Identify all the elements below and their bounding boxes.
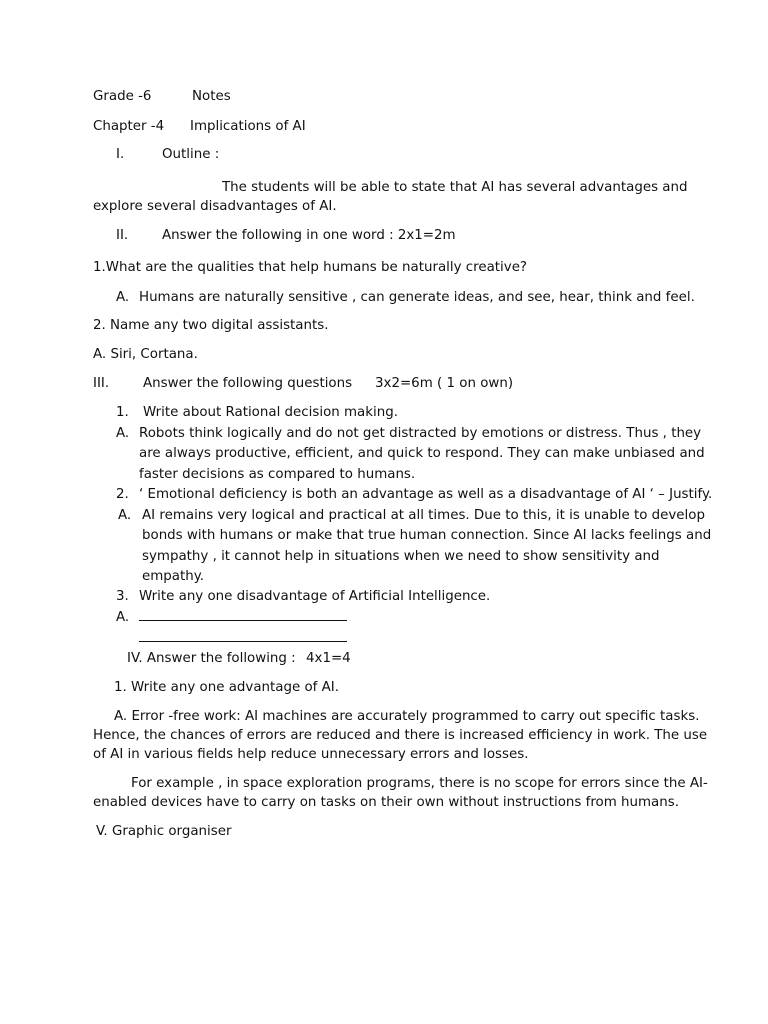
grade-label: Grade -6 xyxy=(93,89,152,104)
section-4-marks: 4x1=4 xyxy=(306,651,351,666)
answer-4-1-line-2: Hence, the chances of errors are reduced and there is increased efficiency in work. The use xyxy=(93,728,708,743)
question-2-1: 1.What are the qualities that help humans be naturally creative? xyxy=(93,260,528,275)
example-line-2: enabled devices have to carry on tasks on their own without instructions from humans. xyxy=(93,795,679,810)
notes-label: Notes xyxy=(192,89,231,104)
outline-line-2: explore several disadvantages of AI. xyxy=(93,199,337,214)
answer-3-1-line-2: are always productive, efficient, and quick to respond. They can make unbiased and xyxy=(139,446,705,461)
answer-2-1: Humans are naturally sensitive , can generate ideas, and see, hear, think and feel. xyxy=(139,290,695,305)
question-3-3: Write any one disadvantage of Artificial Intelligence. xyxy=(139,589,491,604)
answer-3-1-marker: A. xyxy=(116,426,130,441)
answer-4-1-line-3: of AI in various fields help reduce unnecessary errors and losses. xyxy=(93,747,529,762)
section-5-title: V. Graphic organiser xyxy=(96,824,232,839)
answer-2-2: A. Siri, Cortana. xyxy=(93,347,198,362)
answer-3-2-line-1: AI remains very logical and practical at all times. Due to this, it is unable to develop xyxy=(142,508,705,523)
answer-3-3-marker: A. xyxy=(116,610,130,625)
section-2-numeral: II. xyxy=(116,228,129,243)
answer-3-1-line-1: Robots think logically and do not get distracted by emotions or distress. Thus , they xyxy=(139,426,702,441)
answer-blank-line-1 xyxy=(139,611,347,624)
section-1-numeral: I. xyxy=(116,147,125,162)
question-2-2: 2. Name any two digital assistants. xyxy=(93,318,329,333)
question-3-2-marker: 2. xyxy=(116,487,129,502)
question-3-3-marker: 3. xyxy=(116,589,129,604)
section-2-title: Answer the following in one word : 2x1=2m xyxy=(162,228,456,243)
answer-4-1-line-1: A. Error -free work: AI machines are accurately programmed to carry out specific tasks. xyxy=(114,709,700,724)
question-3-1-marker: 1. xyxy=(116,405,129,420)
answer-3-2-line-2: bonds with humans or make that true human connection. Since AI lacks feelings and xyxy=(142,528,712,543)
answer-3-1-line-3: faster decisions as compared to humans. xyxy=(139,467,416,482)
chapter-title: Implications of AI xyxy=(190,119,306,134)
answer-3-2-line-3: sympathy , it cannot help in situations when we need to show sensitivity and xyxy=(142,549,660,564)
section-3-marks: 3x2=6m ( 1 on own) xyxy=(375,376,514,391)
section-3-numeral: III. xyxy=(93,376,110,391)
answer-blank-line-2 xyxy=(139,632,347,645)
answer-3-2-line-4: empathy. xyxy=(142,569,204,584)
question-4-1: 1. Write any one advantage of AI. xyxy=(114,680,339,695)
answer-2-1-marker: A. xyxy=(116,290,130,305)
section-3-title: Answer the following questions xyxy=(143,376,353,391)
answer-3-2-marker: A. xyxy=(118,508,132,523)
section-1-title: Outline : xyxy=(162,147,220,162)
section-4-title: IV. Answer the following : xyxy=(127,651,296,666)
outline-line-1: The students will be able to state that AI has several advantages and xyxy=(222,180,688,195)
question-3-1: Write about Rational decision making. xyxy=(143,405,398,420)
example-line-1: For example , in space exploration programs, there is no scope for errors since the AI- xyxy=(131,776,708,791)
chapter-label: Chapter -4 xyxy=(93,119,165,134)
question-3-2: ‘ Emotional deficiency is both an advantage as well as a disadvantage of AI ‘ – Justify. xyxy=(139,487,713,502)
